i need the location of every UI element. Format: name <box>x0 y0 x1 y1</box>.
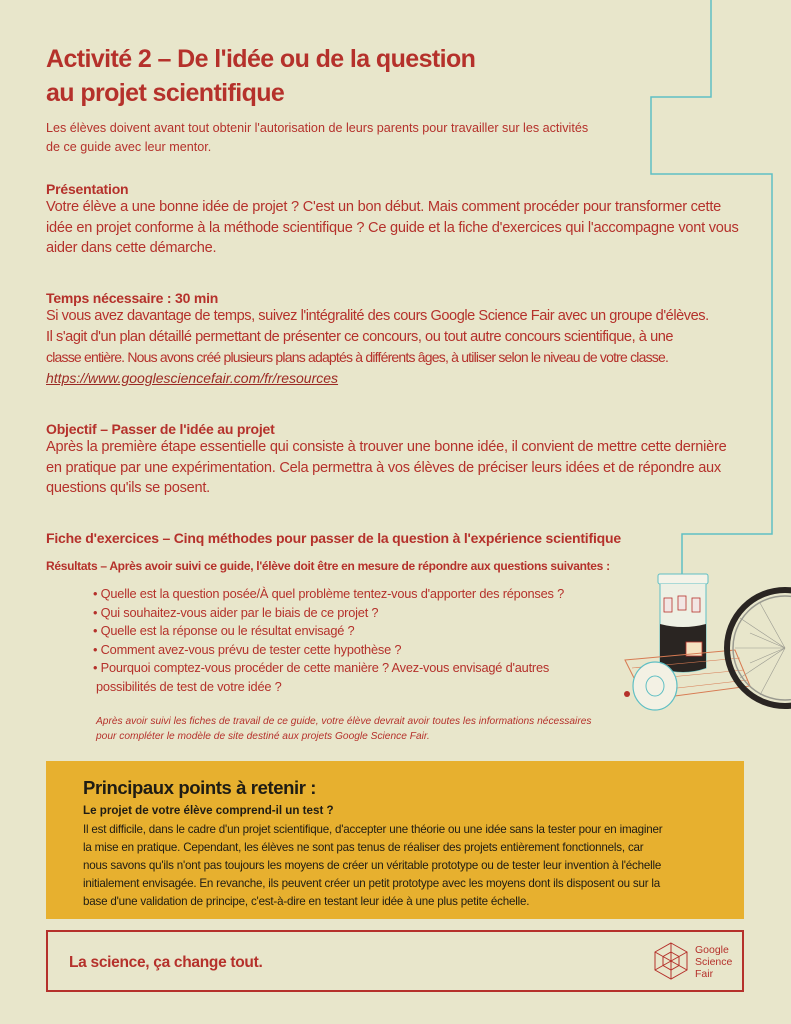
key-points-box <box>46 761 744 919</box>
results-text: Résultats – Après avoir suivi ce guide, l'élève doit être en mesure de répondre aux questions suivantes : <box>46 559 610 573</box>
list-item: possibilités de test de votre idée ? <box>96 678 282 694</box>
google-science-fair-logo-icon <box>652 941 690 981</box>
italic-note: Après avoir suivi les fiches de travail de ce guide, votre élève devrait avoir toutes les informations nécessaires pour compléter le modèle de site destiné aux projets Google Science Fair. <box>96 716 592 742</box>
key-points-heading: Principaux points à retenir : <box>83 777 317 798</box>
list-item: • Qui souhaitez-vous aider par le biais de ce projet ? <box>93 604 379 620</box>
page-title: Activité 2 – De l'idée ou de la question au projet scientifique <box>46 45 476 107</box>
key-points-subheading: Le projet de votre élève comprend-il un test ? <box>83 804 334 817</box>
list-item: • Comment avez-vous prévu de tester cette hypothèse ? <box>93 641 402 657</box>
temps-heading: Temps nécessaire : 30 min <box>46 290 219 306</box>
section-presentation <box>46 181 766 259</box>
prototype-illustration <box>600 568 791 728</box>
wheel-icon <box>727 590 791 706</box>
presentation-heading: Présentation <box>46 181 129 197</box>
footer-banner <box>46 930 744 992</box>
resources-link[interactable]: https://www.googlesciencefair.com/fr/resources <box>46 369 339 386</box>
section-objectif <box>46 421 766 499</box>
jar-icon <box>658 574 708 672</box>
key-points-body: Il est difficile, dans le cadre d'un projet scientifique, d'accepter une théorie ou une idée sans la tester pour en imaginer la mise en pratique. Cependant, les élèves ne sont pas tenus de réaliser des projets entièrement fonctionnels, car nous savons qu'ils n'ont pas toujours les moyens de créer un véritable prototype ou de tester leur invention à l'échelle initialement envisagée. En revanche, ils peuvent créer un petit prototype avec les moyens dont ils disposent ou sur la base d'une validation de principe, c'est-à-dire en testant leur idée à une plus petite échelle. <box>83 823 663 908</box>
section-temps <box>46 290 766 388</box>
presentation-body: Votre élève a une bonne idée de projet ? C'est un bon début. Mais comment procéder pour transformer cette idée en projet conforme à la méthode scientifique ? Ce guide et la fiche d'exercices qui l'accompagne vont vous aider dans cette démarche. <box>46 199 739 256</box>
fiche-heading: Fiche d'exercices – Cinq méthodes pour passer de la question à l'expérience scientifique <box>46 530 621 546</box>
list-item: • Quelle est la question posée/À quel problème tentez-vous d'apporter des réponses ? <box>93 586 565 601</box>
objectif-heading: Objectif – Passer de l'idée au projet <box>46 421 275 437</box>
tagline: La science, ça change tout. <box>69 954 263 971</box>
temps-body: Si vous avez davantage de temps, suivez l'intégralité des cours Google Science Fair avec un groupe d'élèves. Il s'agit d'un plan détaillé permettant de présenter ce concours, ou tout autre concours scientifique, à une classe entière. Nous avons créé plusieurs plans adaptés à différents âges, à utiliser selon le niveau de votre classe. <box>46 308 709 365</box>
intro-text: Les élèves doivent avant tout obtenir l'autorisation de leurs parents pour travailler sur les activités de ce guide avec leur mentor. <box>46 121 589 154</box>
list-item: • Quelle est la réponse ou le résultat envisagé ? <box>93 623 355 638</box>
brand-name: Google Science Fair <box>695 944 733 980</box>
question-list <box>93 585 613 696</box>
objectif-body: Après la première étape essentielle qui consiste à trouver une bonne idée, il convient de mettre cette dernière en pratique par une expérimentation. Cela permettra à vos élèves de préciser leurs idées et de répondre aux questions qu'ils se posent. <box>46 439 727 496</box>
list-item: • Pourquoi comptez-vous procéder de cette manière ? Avez-vous envisagé d'autres <box>93 660 550 675</box>
